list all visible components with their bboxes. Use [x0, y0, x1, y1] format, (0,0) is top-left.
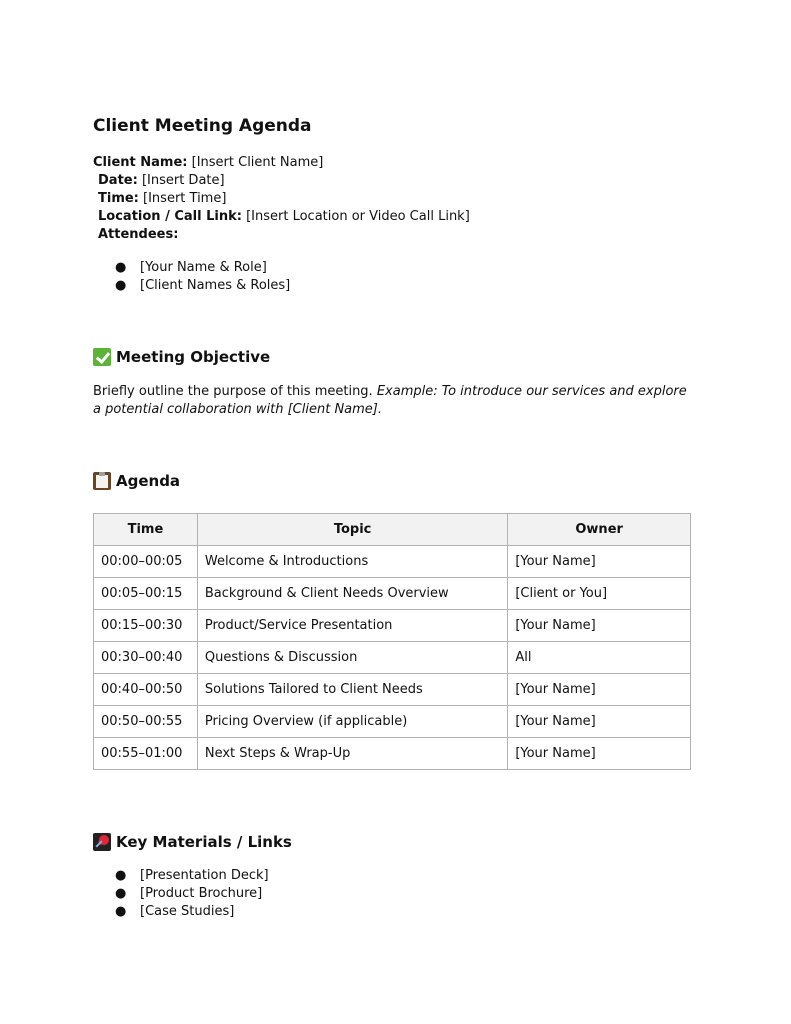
table-header-row — [94, 514, 691, 546]
table-row — [94, 738, 691, 770]
cell-topic: Product/Service Presentation — [197, 610, 507, 642]
field-value: [Insert Client Name] — [191, 155, 324, 170]
cell-owner: All — [508, 642, 691, 674]
list-item-text: [Product Brochure] — [140, 886, 263, 901]
table-row — [94, 642, 691, 674]
table-row — [94, 546, 691, 578]
cell-owner: [Your Name] — [508, 546, 691, 578]
field-label: Attendees: — [98, 227, 179, 242]
section-heading-objective — [93, 348, 270, 366]
column-header-owner: Owner — [508, 514, 691, 546]
cell-owner: [Client or You] — [508, 578, 691, 610]
cell-topic: Pricing Overview (if applicable) — [197, 706, 507, 738]
bullet-icon: ● — [115, 904, 127, 919]
field-date — [98, 172, 225, 190]
cell-time: 00:00–00:05 — [94, 546, 198, 578]
cell-time: 00:50–00:55 — [94, 706, 198, 738]
bullet-icon: ● — [115, 260, 127, 275]
table-row — [94, 706, 691, 738]
cell-topic: Background & Client Needs Overview — [197, 578, 507, 610]
cell-time: 00:05–00:15 — [94, 578, 198, 610]
list-item-text: [Presentation Deck] — [140, 868, 269, 883]
cell-topic: Welcome & Introductions — [197, 546, 507, 578]
list-item-text: [Client Names & Roles] — [140, 278, 291, 293]
document-title: Client Meeting Agenda — [93, 116, 312, 136]
field-location — [98, 208, 470, 226]
cell-owner: [Your Name] — [508, 674, 691, 706]
table-row — [94, 674, 691, 706]
field-time — [98, 190, 226, 208]
agenda-table — [93, 513, 691, 770]
field-attendees — [98, 226, 178, 244]
bullet-icon: ● — [115, 886, 127, 901]
table-row — [94, 578, 691, 610]
cell-owner: [Your Name] — [508, 610, 691, 642]
cell-time: 00:15–00:30 — [94, 610, 198, 642]
cell-topic: Next Steps & Wrap-Up — [197, 738, 507, 770]
cell-time: 00:55–01:00 — [94, 738, 198, 770]
cell-topic: Solutions Tailored to Client Needs — [197, 674, 507, 706]
field-label: Time: — [98, 191, 139, 206]
objective-text: Briefly outline the purpose of this meeting. — [93, 384, 373, 399]
cell-time: 00:40–00:50 — [94, 674, 198, 706]
heading-text: Agenda — [116, 472, 181, 490]
field-label: Client Name: — [93, 155, 188, 170]
cell-owner: [Your Name] — [508, 738, 691, 770]
field-label: Location / Call Link: — [98, 209, 242, 224]
table-row — [94, 610, 691, 642]
objective-example: Example: To introduce our services and explore a potential collaboration with [Client Name]. — [93, 384, 687, 417]
list-item-text: [Case Studies] — [140, 904, 235, 919]
heading-text: Meeting Objective — [116, 348, 271, 366]
column-header-time: Time — [94, 514, 198, 546]
cell-time: 00:30–00:40 — [94, 642, 198, 674]
clipboard-icon — [93, 472, 111, 490]
field-value: [Insert Time] — [143, 191, 227, 206]
bullet-icon: ● — [115, 868, 127, 883]
list-item-text: [Your Name & Role] — [140, 260, 267, 275]
section-heading-agenda — [93, 472, 180, 490]
column-header-topic: Topic — [197, 514, 507, 546]
field-value: [Insert Date] — [141, 173, 225, 188]
pushpin-icon — [93, 833, 111, 851]
section-heading-materials — [93, 833, 292, 851]
field-value: [Insert Location or Video Call Link] — [246, 209, 470, 224]
field-client-name — [93, 154, 323, 172]
cell-topic: Questions & Discussion — [197, 642, 507, 674]
objective-paragraph — [93, 383, 693, 419]
cell-owner: [Your Name] — [508, 706, 691, 738]
bullet-icon: ● — [115, 278, 127, 293]
heading-text: Key Materials / Links — [116, 833, 292, 851]
field-label: Date: — [98, 173, 138, 188]
check-mark-button-icon — [93, 348, 111, 366]
